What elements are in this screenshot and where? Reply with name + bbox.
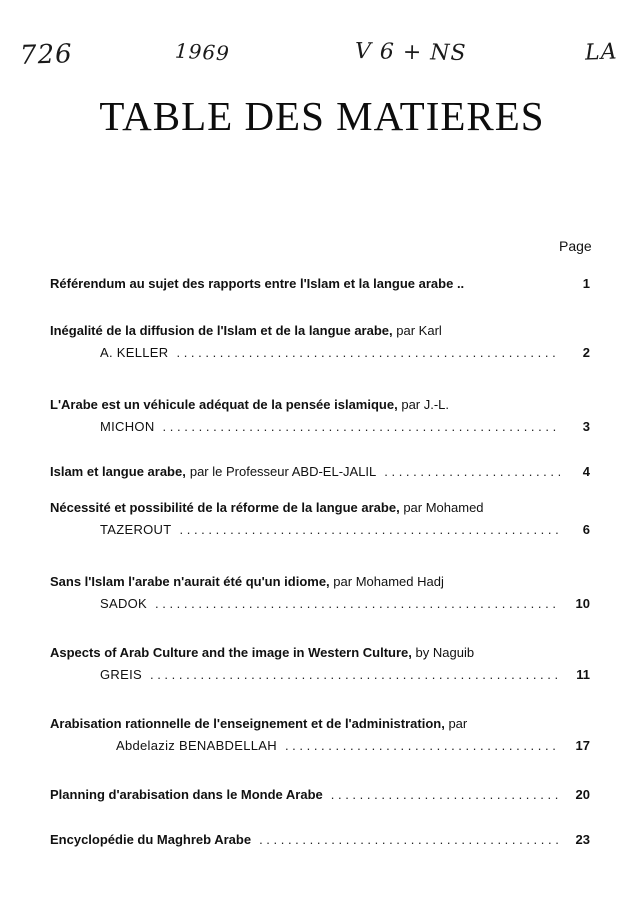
leader-dots: [384, 461, 560, 483]
leader-dots: [176, 342, 560, 364]
entry-title: Nécessité et possibilité de la réforme de la langue arabe,: [50, 500, 400, 515]
page-title: TABLE DES MATIERES: [99, 93, 545, 139]
entry-title: Arabisation rationnelle de l'enseignement et de l'administration,: [50, 716, 445, 731]
entry-byline: by Naguib: [415, 645, 475, 660]
entry-page-number: 23: [575, 832, 590, 847]
entry-author: GREIS: [100, 667, 142, 682]
entry-page-number: 1: [582, 276, 590, 291]
leader-dots: [331, 784, 560, 806]
toc-entry: [50, 713, 590, 757]
entry-author: MICHON: [100, 419, 155, 434]
toc-entry: [50, 571, 590, 615]
entry-title: Référendum au sujet des rapports entre l'Islam et la langue arabe ..: [50, 276, 465, 291]
handwritten-note-4: LA: [584, 39, 618, 66]
leader-dots: [155, 593, 560, 615]
entry-title: Encyclopédie du Maghreb Arabe: [50, 832, 252, 847]
leader-dots: [285, 735, 560, 757]
entry-title: Islam et langue arabe,: [50, 464, 186, 479]
entry-byline: par J.-L.: [401, 397, 450, 412]
entry-title: L'Arabe est un véhicule adéquat de la pensée islamique,: [50, 397, 398, 412]
entry-title: Planning d'arabisation dans le Monde Arabe: [50, 787, 323, 802]
entry-page-number: 17: [575, 738, 590, 753]
entry-page-number: 6: [582, 522, 590, 537]
entry-page-number: 10: [575, 596, 590, 611]
handwritten-note-3: V 6 + NS: [354, 39, 467, 66]
entry-author: TAZEROUT: [100, 522, 172, 537]
toc-entry: [50, 394, 590, 438]
toc-entry: [50, 642, 590, 686]
entry-byline: par Karl: [396, 323, 442, 338]
leader-dots: [259, 829, 560, 851]
handwritten-note-1: 726: [19, 39, 74, 71]
leader-dots: [163, 416, 560, 438]
toc-entry: [50, 273, 590, 295]
toc-entry: [50, 461, 590, 483]
entry-author: A. KELLER: [100, 345, 169, 360]
entry-byline: par le Professeur ABD-EL-JALIL: [189, 464, 377, 479]
leader-dots: [180, 519, 561, 541]
entry-page-number: 3: [582, 419, 590, 434]
entry-page-number: 4: [582, 464, 590, 479]
toc-entry: [50, 829, 590, 851]
toc-entry: [50, 320, 590, 364]
entry-page-number: 11: [576, 667, 590, 682]
entry-byline: par: [448, 716, 468, 731]
entry-author: Abdelaziz BENABDELLAH: [116, 738, 277, 753]
toc-entry: [50, 497, 590, 541]
entry-page-number: 20: [575, 787, 590, 802]
toc-entry: [50, 784, 590, 806]
handwritten-note-2: 1969: [174, 38, 231, 66]
entry-title: Inégalité de la diffusion de l'Islam et de la langue arabe,: [50, 323, 393, 338]
entry-page-number: 2: [582, 345, 590, 360]
entry-byline: par Mohamed Hadj: [333, 574, 444, 589]
entry-byline: par Mohamed: [403, 500, 484, 515]
entry-title: Aspects of Arab Culture and the image in Western Culture,: [50, 645, 412, 660]
entry-author: SADOK: [100, 596, 148, 611]
leader-dots: [150, 664, 560, 686]
page-column-label: Page: [559, 238, 592, 254]
entry-title: Sans l'Islam l'arabe n'aurait été qu'un idiome,: [50, 574, 330, 589]
